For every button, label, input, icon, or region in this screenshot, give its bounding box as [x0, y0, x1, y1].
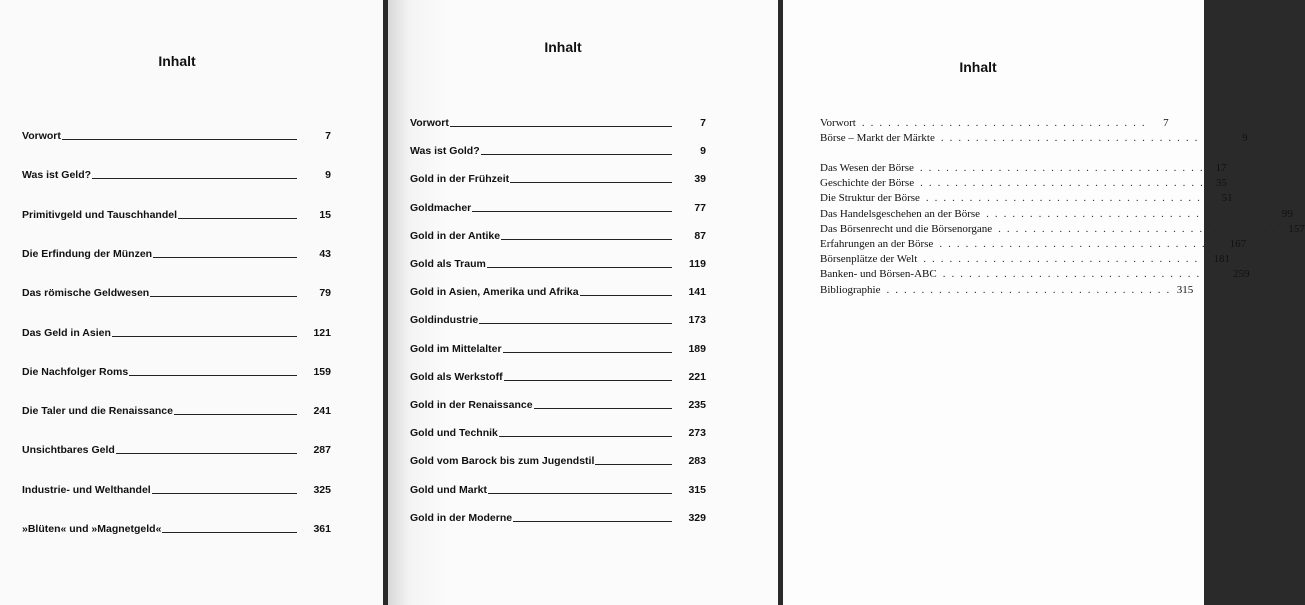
toc-entry — [820, 283, 1194, 297]
toc-entry — [410, 455, 706, 467]
toc-entry-page: 273 — [688, 427, 706, 440]
toc-entry — [820, 177, 1227, 190]
toc-entry — [410, 512, 706, 524]
toc-entry-label: Die Taler und die Renaissance — [22, 405, 173, 418]
toc-entry-page: 259 — [1232, 268, 1250, 281]
toc-page-geld — [0, 0, 383, 605]
toc-entry-label: Das römische Geldwesen — [22, 287, 150, 300]
toc-entry — [22, 169, 331, 181]
toc-entry-page: 79 — [319, 287, 331, 300]
leader-rule — [150, 296, 297, 297]
leader-rule — [481, 154, 672, 155]
toc-entry-page: 157 — [1288, 222, 1305, 235]
toc-entry-label: Gold und Technik — [410, 427, 498, 440]
leader-dots: ................................. — [942, 268, 1232, 281]
toc-entry-label: Das Wesen der Börse — [820, 162, 914, 174]
leader-dots: ................................. — [919, 162, 1209, 174]
toc-entry-page: 361 — [313, 523, 331, 535]
toc-entry — [22, 287, 331, 299]
toc-entry-page: 43 — [319, 247, 331, 260]
toc-entry-page: 141 — [688, 286, 706, 299]
toc-entry — [410, 343, 706, 355]
toc-entry — [410, 286, 706, 298]
leader-rule — [595, 464, 672, 465]
toc-entry — [820, 268, 1250, 281]
toc-entry-label: Gold in der Renaissance — [410, 399, 533, 411]
toc-entry — [410, 230, 706, 242]
toc-entry-page: 51 — [1221, 192, 1233, 205]
toc-entry-page: 9 — [700, 145, 706, 158]
toc-entry — [22, 209, 331, 221]
leader-dots: ................................. — [886, 283, 1176, 296]
toc-entry-label: Gold in der Antike — [410, 229, 501, 242]
toc-entry-label: Industrie- und Welthandel — [22, 483, 151, 496]
leader-rule — [129, 375, 297, 376]
leader-rule — [153, 257, 297, 258]
toc-entry-page: 181 — [1213, 253, 1231, 266]
toc-entry — [820, 222, 1305, 236]
toc-entry-page: 167 — [1229, 238, 1247, 250]
leader-dots: ................................. — [925, 192, 1215, 205]
toc-entry-label: Börsenplätze der Welt — [820, 253, 918, 266]
toc-entry — [820, 253, 1231, 266]
toc-entry-page: 77 — [694, 201, 706, 214]
toc-entry-page: 9 — [1242, 131, 1248, 144]
toc-entry-page: 325 — [313, 483, 331, 496]
toc-entry-label: Bibliographie — [820, 283, 881, 296]
toc-entry — [410, 202, 706, 214]
toc-entry-page: 173 — [688, 314, 706, 327]
toc-entry-label: Primitivgeld und Tauschhandel — [22, 208, 177, 221]
toc-entry-page: 7 — [700, 117, 706, 129]
toc-entry-page: 17 — [1215, 162, 1227, 174]
toc-entry-label: Goldindustrie — [410, 314, 479, 327]
toc-entry — [820, 192, 1233, 205]
toc-entry-label: Gold in Asien, Amerika und Afrika — [410, 286, 579, 299]
toc-entry-label: Erfahrungen an der Börse — [820, 238, 934, 250]
leader-rule — [450, 126, 672, 127]
toc-entry-label: Die Erfindung der Münzen — [22, 247, 153, 260]
leader-dots: ................................. — [986, 207, 1275, 220]
toc-entry-page: 39 — [694, 173, 706, 186]
toc-entry — [22, 484, 331, 496]
toc-entry-label: Gold und Markt — [410, 483, 487, 496]
toc-entry — [22, 523, 331, 535]
toc-entry-page: 159 — [313, 365, 331, 378]
toc-entry-page: 287 — [313, 444, 331, 457]
toc-entry — [410, 484, 706, 496]
toc-entry-label: Vorwort — [22, 130, 61, 142]
toc-entry-label: Was ist Geld? — [22, 169, 92, 182]
toc-entry-label: Goldmacher — [410, 201, 472, 214]
toc-entry-page: 189 — [688, 342, 706, 355]
toc-entry-page: 329 — [688, 511, 706, 524]
toc-entry-page: 315 — [688, 483, 706, 496]
leader-rule — [92, 178, 297, 179]
toc-entry-label: Die Struktur der Börse — [820, 192, 920, 205]
toc-entry-label: Das Börsenrecht und die Börsenorgane — [820, 222, 993, 235]
toc-entry-page: 121 — [313, 326, 331, 339]
leader-rule — [487, 267, 672, 268]
leader-dots: ................................. — [998, 222, 1287, 235]
toc-entry — [22, 444, 331, 456]
toc-entry — [820, 238, 1247, 251]
toc-entry — [410, 145, 706, 157]
toc-entry — [22, 327, 331, 339]
leader-rule — [174, 414, 297, 415]
toc-entry-label: »Blüten« und »Magnetgeld« — [22, 523, 162, 535]
toc-entry-label: Gold im Mittelalter — [410, 342, 502, 355]
toc-entry-page: 283 — [688, 455, 706, 468]
leader-rule — [116, 453, 297, 454]
toc-entry-page: 7 — [325, 130, 331, 142]
toc-page-gold — [388, 0, 778, 605]
toc-entry — [22, 130, 331, 142]
leader-dots: ................................. — [920, 177, 1209, 190]
toc-entry-label: Die Nachfolger Roms — [22, 365, 129, 378]
toc-entry-label: Vorwort — [820, 117, 856, 129]
leader-rule — [162, 532, 297, 533]
leader-rule — [488, 493, 672, 494]
toc-entry-page: 7 — [1163, 117, 1169, 129]
page-title: Inhalt — [158, 53, 196, 69]
toc-entry-page: 241 — [313, 405, 331, 418]
leader-dots: ................................. — [861, 117, 1151, 129]
toc-entry — [410, 314, 706, 326]
leader-dots: ................................. — [940, 131, 1230, 144]
toc-entry — [410, 371, 706, 383]
toc-entry — [820, 131, 1248, 145]
toc-entry-label: Börse – Markt der Märkte — [820, 131, 935, 144]
toc-entry — [820, 117, 1169, 130]
leader-rule — [513, 521, 672, 522]
toc-entry — [410, 117, 706, 129]
toc-entry — [22, 248, 331, 260]
leader-rule — [178, 218, 297, 219]
toc-entry-page: 99 — [1281, 207, 1293, 220]
toc-entry-page: 221 — [688, 370, 706, 383]
leader-dots: ................................. — [939, 238, 1229, 250]
page-title: Inhalt — [544, 39, 582, 55]
toc-entry-label: Banken- und Börsen-ABC — [820, 268, 937, 281]
leader-rule — [479, 323, 672, 324]
leader-rule — [112, 336, 297, 337]
leader-rule — [503, 352, 672, 353]
leader-rule — [501, 239, 672, 240]
toc-entry-label: Gold in der Moderne — [410, 511, 513, 524]
toc-entry-page: 119 — [689, 258, 706, 270]
leader-rule — [504, 380, 672, 381]
toc-entry-label: Das Geld in Asien — [22, 326, 111, 339]
toc-entry-label: Unsichtbares Geld — [22, 444, 115, 457]
toc-entry — [820, 207, 1293, 221]
leader-rule — [510, 182, 672, 183]
toc-entry — [410, 427, 706, 439]
leader-rule — [62, 139, 297, 140]
leader-rule — [472, 211, 672, 212]
leader-rule — [152, 493, 297, 494]
toc-entry — [410, 173, 706, 185]
toc-entry-page: 9 — [325, 169, 331, 182]
leader-dots: ................................. — [923, 253, 1213, 266]
toc-entry-label: Das Handelsgeschehen an der Börse — [820, 207, 981, 220]
toc-entry-label: Was ist Gold? — [410, 145, 480, 158]
leader-rule — [580, 295, 672, 296]
toc-page-boerse — [783, 0, 1305, 605]
toc-entry — [22, 405, 331, 417]
toc-entry-page: 15 — [319, 208, 331, 221]
toc-entry-label: Gold als Werkstoff — [410, 370, 503, 383]
page-title: Inhalt — [959, 59, 997, 75]
toc-entry-label: Gold vom Barock bis zum Jugendstil — [410, 455, 595, 468]
toc-entry-label: Gold als Traum — [410, 258, 486, 270]
toc-entry-page: 35 — [1215, 177, 1227, 190]
toc-entry — [820, 162, 1227, 175]
leader-rule — [499, 436, 672, 437]
toc-entry-page: 235 — [688, 399, 706, 411]
toc-entry-label: Gold in der Frühzeit — [410, 173, 510, 186]
toc-entry — [410, 399, 706, 411]
toc-entry-label: Geschichte der Börse — [820, 177, 915, 190]
leader-rule — [534, 408, 672, 409]
toc-entry-label: Vorwort — [410, 117, 449, 129]
toc-entry — [410, 258, 706, 270]
toc-entry-page: 87 — [694, 229, 706, 242]
toc-entry-page: 315 — [1176, 283, 1194, 296]
toc-entry — [22, 366, 331, 378]
